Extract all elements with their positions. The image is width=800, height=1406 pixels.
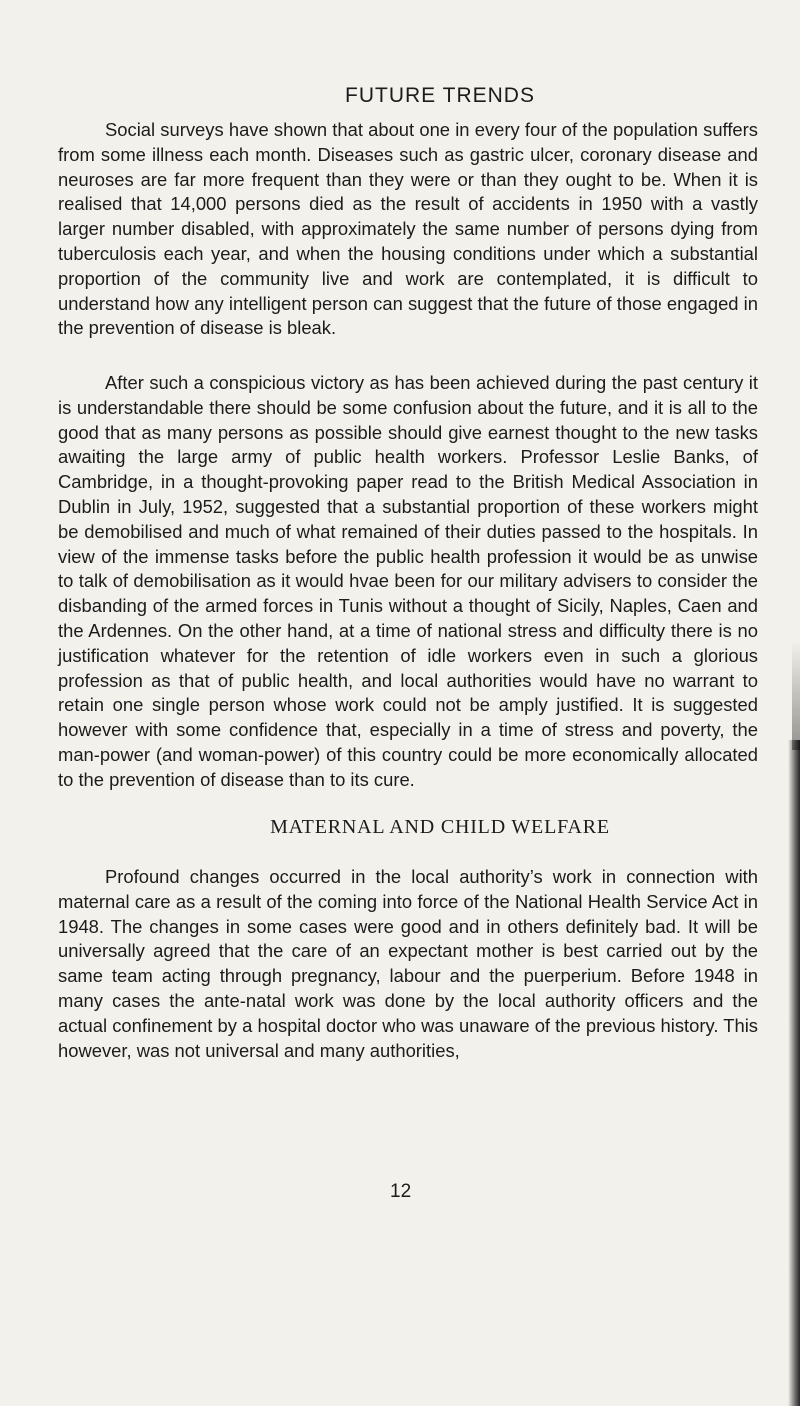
paragraph-social-surveys: Social surveys have shown that about one in every four of the population suffers from some illness each month. Diseases such as gastric ulcer, coronary disease and neuroses are far more frequent than they were or than they ought to be. When it is realised that 14,000 persons died as the result of accidents in 1950 with a vastly larger number disabled, with approximately the same number of persons dying from tuberculosis each year, and when the housing conditions under which a substantial proportion of the community live and work are contemplated, it is difficult to understand how any intelligent person can suggest that the future of those engaged in the prevention of disease is bleak.	[58, 119, 758, 339]
binding-shadow	[788, 740, 800, 1406]
section-heading-future-trends: FUTURE TRENDS	[345, 84, 535, 107]
page-number: 12	[390, 1181, 412, 1202]
paragraph-profound-changes: Profound changes occurred in the local authority’s work in connection with maternal care as a result of the coming into force of the National Health Service Act in 1948. The changes in some cases were good and in others definitely bad. It will be universally agreed that the care of an expectant mother is best carried out by the same team acting through pregnancy, labour and the puerperium. Before 1948 in many cases the ante-natal work was done by the local authority officers and the actual confinement by a hospital doctor who was unaware of the previous history. This however, was not universal and many authorities,	[58, 866, 758, 1061]
paragraph-conspicuous-victory: After such a conspicious victory as has been achieved during the past century it is understandable there should be some confusion about the future, and it is all to the good that as many persons as possible should give earnest thought to the new tasks awaiting the large army of public health workers. Professor Leslie Banks, of Cambridge, in a thought-provoking paper read to the British Medical Association in Dublin in July, 1952, suggested that a substantial proportion of these workers might be demobilised and much of what remained of their duties passed to the hospitals. In view of the immense tasks before the public health profession it would be as unwise to talk of demobilisation as it would hvae been for our military advisers to consider the disbanding of the armed forces in Tunis without a thought of Sicily, Naples, Caen and the Ardennes. On the other hand, at a time of national stress and difficulty there is no justification whatever for the retention of idle workers even in such a glorious profession as that of public health, and local authorities would have no warrant to retain one single person whose work could not be amply justified. It is suggested however with some confidence that, especially in a time of stress and poverty, the man-power (and woman-power) of this country could be more economically allocated to the prevention of disease than to its cure.	[58, 372, 758, 790]
binding-shadow-top	[792, 640, 800, 750]
section-heading-maternal-child-welfare: MATERNAL AND CHILD WELFARE	[270, 816, 610, 838]
